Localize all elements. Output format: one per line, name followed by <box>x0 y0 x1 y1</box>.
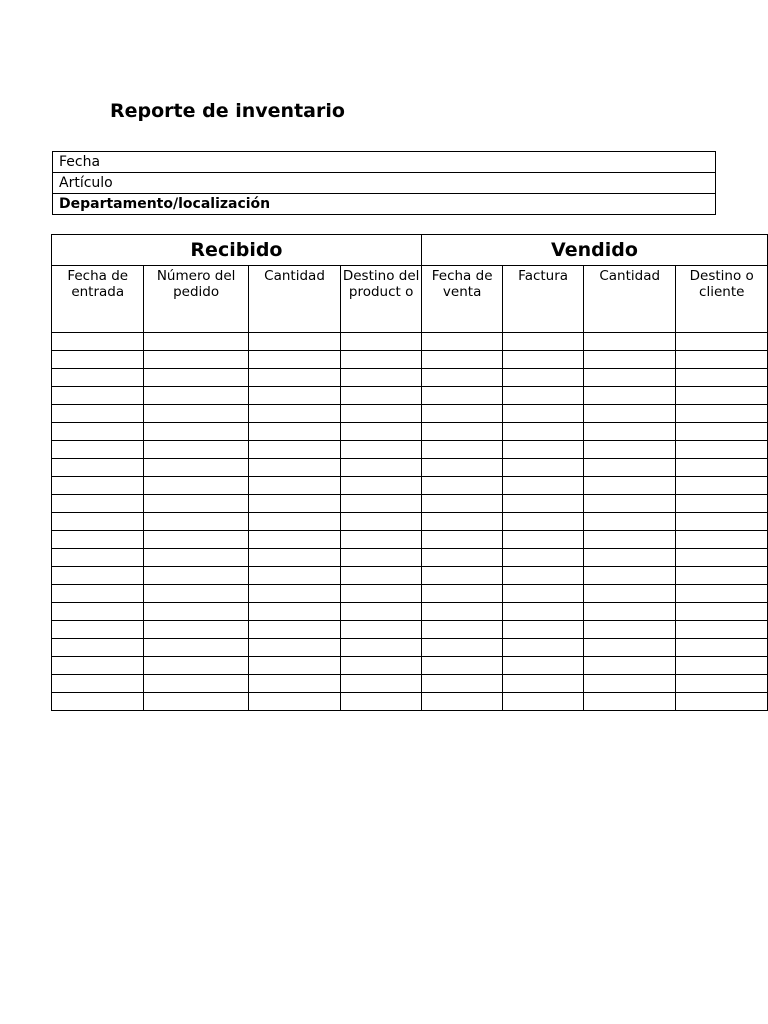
section-header-vendido: Vendido <box>421 235 767 266</box>
table-cell[interactable] <box>144 441 248 459</box>
table-cell[interactable] <box>676 621 768 639</box>
table-cell[interactable] <box>248 459 341 477</box>
table-cell[interactable] <box>676 693 768 711</box>
table-cell[interactable] <box>676 495 768 513</box>
table-cell[interactable] <box>503 513 584 531</box>
table-cell[interactable] <box>52 693 144 711</box>
table-cell[interactable] <box>503 639 584 657</box>
table-cell[interactable] <box>503 333 584 351</box>
table-cell[interactable] <box>144 513 248 531</box>
table-cell[interactable] <box>676 423 768 441</box>
table-cell[interactable] <box>248 387 341 405</box>
table-cell[interactable] <box>248 531 341 549</box>
table-cell[interactable] <box>144 369 248 387</box>
table-cell[interactable] <box>144 549 248 567</box>
table-cell[interactable] <box>503 603 584 621</box>
table-cell[interactable] <box>341 405 422 423</box>
table-cell[interactable] <box>52 441 144 459</box>
table-cell[interactable] <box>583 693 676 711</box>
table-cell[interactable] <box>144 351 248 369</box>
column-header-destino-producto: Destino del product o <box>341 266 422 333</box>
table-cell[interactable] <box>52 333 144 351</box>
table-cell[interactable] <box>248 513 341 531</box>
table-cell[interactable] <box>503 585 584 603</box>
table-cell[interactable] <box>248 675 341 693</box>
table-cell[interactable] <box>676 675 768 693</box>
table-cell[interactable] <box>52 387 144 405</box>
table-cell[interactable] <box>341 567 422 585</box>
inventory-table <box>51 234 768 711</box>
column-header-cantidad-recibido: Cantidad <box>248 266 341 333</box>
table-cell[interactable] <box>583 495 676 513</box>
table-cell[interactable] <box>503 621 584 639</box>
table-cell[interactable] <box>421 495 502 513</box>
table-cell[interactable] <box>341 387 422 405</box>
table-cell[interactable] <box>341 513 422 531</box>
table-cell[interactable] <box>52 639 144 657</box>
table-cell[interactable] <box>583 459 676 477</box>
table-row <box>52 495 768 513</box>
table-cell[interactable] <box>503 675 584 693</box>
table-cell[interactable] <box>421 351 502 369</box>
table-row <box>52 567 768 585</box>
column-header-numero-pedido: Número del pedido <box>144 266 248 333</box>
table-cell[interactable] <box>421 513 502 531</box>
table-cell[interactable] <box>341 621 422 639</box>
table-cell[interactable] <box>248 693 341 711</box>
table-cell[interactable] <box>341 675 422 693</box>
table-row <box>52 675 768 693</box>
table-cell[interactable] <box>421 693 502 711</box>
table-cell[interactable] <box>676 585 768 603</box>
table-row <box>52 333 768 351</box>
table-cell[interactable] <box>248 369 341 387</box>
table-cell[interactable] <box>583 477 676 495</box>
table-cell[interactable] <box>583 549 676 567</box>
table-cell[interactable] <box>248 405 341 423</box>
table-cell[interactable] <box>421 477 502 495</box>
table-cell[interactable] <box>676 333 768 351</box>
table-cell[interactable] <box>52 657 144 675</box>
table-row <box>52 657 768 675</box>
page-title: Reporte de inventario <box>110 100 345 122</box>
table-cell[interactable] <box>341 639 422 657</box>
table-cell[interactable] <box>503 369 584 387</box>
table-cell[interactable] <box>503 423 584 441</box>
table-cell[interactable] <box>503 477 584 495</box>
table-cell[interactable] <box>583 639 676 657</box>
table-cell[interactable] <box>52 567 144 585</box>
table-cell[interactable] <box>421 405 502 423</box>
table-cell[interactable] <box>583 423 676 441</box>
table-cell[interactable] <box>421 639 502 657</box>
table-cell[interactable] <box>421 333 502 351</box>
table-cell[interactable] <box>341 369 422 387</box>
table-cell[interactable] <box>583 351 676 369</box>
table-cell[interactable] <box>248 639 341 657</box>
table-cell[interactable] <box>676 369 768 387</box>
table-cell[interactable] <box>676 459 768 477</box>
table-cell[interactable] <box>248 549 341 567</box>
table-row <box>52 423 768 441</box>
info-table <box>52 151 716 215</box>
table-cell[interactable] <box>52 585 144 603</box>
table-cell[interactable] <box>52 531 144 549</box>
table-cell[interactable] <box>341 477 422 495</box>
table-cell[interactable] <box>52 369 144 387</box>
table-cell[interactable] <box>52 477 144 495</box>
table-cell[interactable] <box>583 657 676 675</box>
table-cell[interactable] <box>52 495 144 513</box>
table-cell[interactable] <box>144 693 248 711</box>
table-cell[interactable] <box>676 513 768 531</box>
table-cell[interactable] <box>341 657 422 675</box>
table-cell[interactable] <box>503 531 584 549</box>
table-cell[interactable] <box>248 441 341 459</box>
table-cell[interactable] <box>421 603 502 621</box>
table-row <box>52 351 768 369</box>
table-cell[interactable] <box>248 603 341 621</box>
table-cell[interactable] <box>583 513 676 531</box>
table-row <box>52 405 768 423</box>
table-cell[interactable] <box>52 351 144 369</box>
table-cell[interactable] <box>144 495 248 513</box>
table-cell[interactable] <box>144 639 248 657</box>
table-cell[interactable] <box>341 441 422 459</box>
table-cell[interactable] <box>583 441 676 459</box>
table-cell[interactable] <box>583 531 676 549</box>
table-cell[interactable] <box>144 603 248 621</box>
table-cell[interactable] <box>248 495 341 513</box>
table-cell[interactable] <box>676 549 768 567</box>
column-header-cantidad-vendido: Cantidad <box>583 266 676 333</box>
table-cell[interactable] <box>248 621 341 639</box>
table-cell[interactable] <box>341 531 422 549</box>
info-field-fecha[interactable]: Fecha <box>53 152 716 173</box>
table-cell[interactable] <box>52 603 144 621</box>
table-cell[interactable] <box>583 369 676 387</box>
table-cell[interactable] <box>676 405 768 423</box>
table-cell[interactable] <box>52 459 144 477</box>
table-cell[interactable] <box>248 351 341 369</box>
table-cell[interactable] <box>583 567 676 585</box>
table-cell[interactable] <box>52 423 144 441</box>
table-cell[interactable] <box>248 657 341 675</box>
table-body <box>52 333 768 711</box>
column-header-destino-cliente: Destino o cliente <box>676 266 768 333</box>
table-cell[interactable] <box>676 639 768 657</box>
table-cell[interactable] <box>583 585 676 603</box>
table-cell[interactable] <box>144 333 248 351</box>
table-cell[interactable] <box>144 423 248 441</box>
table-row <box>52 549 768 567</box>
table-cell[interactable] <box>503 441 584 459</box>
table-cell[interactable] <box>341 351 422 369</box>
table-cell[interactable] <box>341 459 422 477</box>
table-cell[interactable] <box>676 387 768 405</box>
table-cell[interactable] <box>676 657 768 675</box>
table-row <box>52 603 768 621</box>
table-cell[interactable] <box>52 621 144 639</box>
table-cell[interactable] <box>503 549 584 567</box>
table-cell[interactable] <box>144 405 248 423</box>
table-cell[interactable] <box>421 657 502 675</box>
table-cell[interactable] <box>676 477 768 495</box>
table-row <box>52 585 768 603</box>
table-cell[interactable] <box>52 675 144 693</box>
table-cell[interactable] <box>421 369 502 387</box>
table-cell[interactable] <box>144 585 248 603</box>
table-cell[interactable] <box>676 441 768 459</box>
table-row <box>52 621 768 639</box>
table-cell[interactable] <box>341 495 422 513</box>
table-cell[interactable] <box>144 675 248 693</box>
table-cell[interactable] <box>583 621 676 639</box>
table-cell[interactable] <box>421 675 502 693</box>
table-cell[interactable] <box>248 423 341 441</box>
table-cell[interactable] <box>503 351 584 369</box>
table-cell[interactable] <box>503 495 584 513</box>
table-cell[interactable] <box>583 387 676 405</box>
table-cell[interactable] <box>503 567 584 585</box>
table-cell[interactable] <box>676 351 768 369</box>
table-cell[interactable] <box>676 531 768 549</box>
table-cell[interactable] <box>583 603 676 621</box>
table-row <box>52 387 768 405</box>
table-row <box>52 693 768 711</box>
table-cell[interactable] <box>583 675 676 693</box>
table-cell[interactable] <box>503 657 584 675</box>
info-field-departamento[interactable]: Departamento/localización <box>53 194 716 215</box>
table-cell[interactable] <box>421 387 502 405</box>
table-row <box>52 369 768 387</box>
table-row <box>52 441 768 459</box>
table-cell[interactable] <box>421 441 502 459</box>
table-cell[interactable] <box>144 459 248 477</box>
table-row <box>52 513 768 531</box>
table-cell[interactable] <box>583 405 676 423</box>
table-cell[interactable] <box>503 405 584 423</box>
table-cell[interactable] <box>248 333 341 351</box>
info-field-articulo[interactable]: Artículo <box>53 173 716 194</box>
table-cell[interactable] <box>503 693 584 711</box>
table-cell[interactable] <box>421 567 502 585</box>
table-cell[interactable] <box>144 531 248 549</box>
table-cell[interactable] <box>421 621 502 639</box>
table-cell[interactable] <box>248 477 341 495</box>
table-cell[interactable] <box>248 567 341 585</box>
table-cell[interactable] <box>421 531 502 549</box>
table-cell[interactable] <box>341 423 422 441</box>
table-cell[interactable] <box>583 333 676 351</box>
table-cell[interactable] <box>144 621 248 639</box>
table-cell[interactable] <box>421 459 502 477</box>
section-header-recibido: Recibido <box>52 235 422 266</box>
table-cell[interactable] <box>341 693 422 711</box>
table-cell[interactable] <box>421 549 502 567</box>
table-cell[interactable] <box>144 387 248 405</box>
table-cell[interactable] <box>144 657 248 675</box>
table-cell[interactable] <box>144 477 248 495</box>
table-cell[interactable] <box>341 549 422 567</box>
table-cell[interactable] <box>676 603 768 621</box>
table-cell[interactable] <box>341 603 422 621</box>
column-header-fecha-entrada: Fecha de entrada <box>52 266 144 333</box>
table-row <box>52 459 768 477</box>
table-cell[interactable] <box>52 513 144 531</box>
table-cell[interactable] <box>421 585 502 603</box>
table-row <box>52 531 768 549</box>
table-row <box>52 477 768 495</box>
table-cell[interactable] <box>144 567 248 585</box>
table-cell[interactable] <box>503 387 584 405</box>
table-cell[interactable] <box>503 459 584 477</box>
table-cell[interactable] <box>52 405 144 423</box>
table-cell[interactable] <box>341 585 422 603</box>
column-header-fecha-venta: Fecha de venta <box>421 266 502 333</box>
table-cell[interactable] <box>52 549 144 567</box>
table-cell[interactable] <box>421 423 502 441</box>
column-header-factura: Factura <box>503 266 584 333</box>
table-row <box>52 639 768 657</box>
table-cell[interactable] <box>676 567 768 585</box>
table-cell[interactable] <box>341 333 422 351</box>
table-cell[interactable] <box>248 585 341 603</box>
